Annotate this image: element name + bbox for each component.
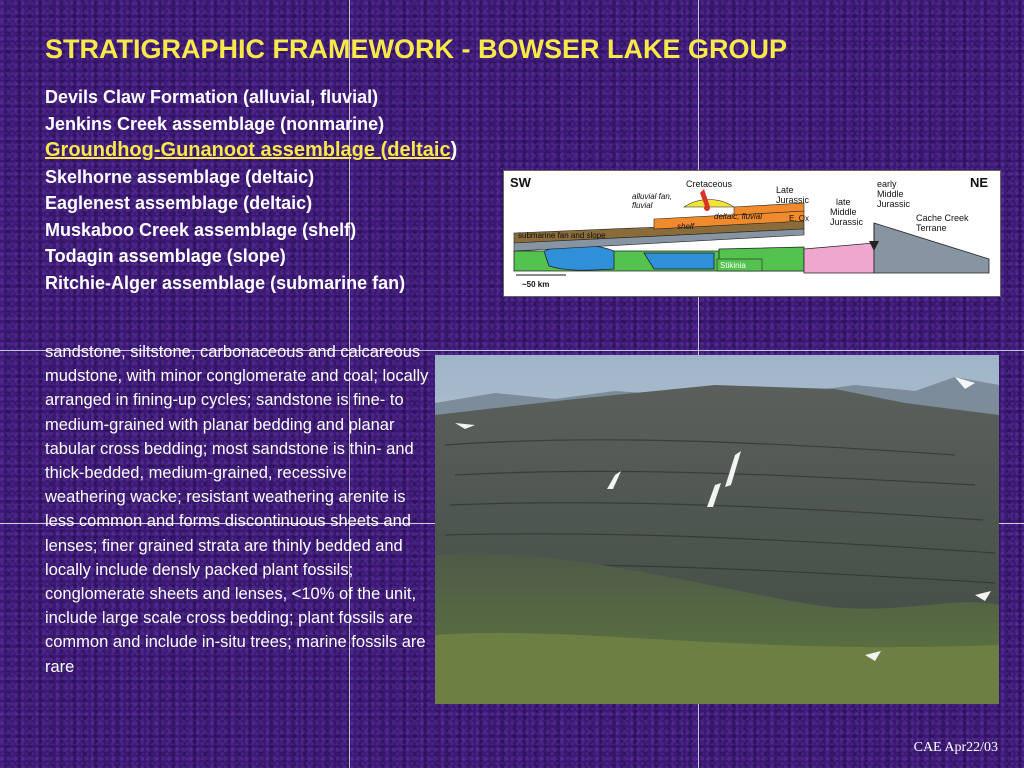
stikinia-label: Stikinia (720, 261, 746, 270)
cretaceous-label: Cretaceous (686, 179, 733, 189)
unit-link[interactable]: Groundhog-Gunanoot assemblage (deltaic (45, 139, 451, 161)
early-middle-label-3: Jurassic (877, 199, 911, 209)
late-jurassic-label-2: Jurassic (776, 195, 810, 205)
early-middle-label-1: early (877, 179, 897, 189)
unit-list (45, 84, 457, 296)
unit-link-tail: ) (450, 139, 458, 161)
ne-label: NE (970, 175, 989, 190)
unit-item: Muskaboo Creek assemblage (shelf) (45, 219, 357, 240)
late-middle-label-2: Middle (830, 207, 857, 217)
slide-title: STRATIGRAPHIC FRAMEWORK - BOWSER LAKE GROUP (45, 34, 787, 64)
late-middle-label-1: late (836, 197, 851, 207)
early-middle-label-2: Middle (877, 189, 904, 199)
alluvial-label-1: alluvial fan, (632, 192, 673, 201)
outcrop-photo (435, 355, 999, 704)
cache-creek-label-1: Cache Creek (916, 213, 969, 223)
unit-item: Skelhorne assemblage (deltaic) (45, 166, 315, 187)
unit-item: Todagin assemblage (slope) (45, 246, 286, 266)
late-jurassic-label-1: Late (776, 185, 794, 195)
cross-section-diagram (503, 170, 1001, 297)
shelf-label: shelf (677, 222, 694, 231)
late-middle-label-3: Jurassic (830, 217, 864, 227)
alluvial-label-2: fluvial (632, 201, 653, 210)
cache-creek-label-2: Terrane (916, 223, 947, 233)
e-ox-label: E. Ox (789, 214, 810, 223)
unit-description: sandstone, siltstone, carbonaceous and calcareous mudstone, with minor conglomerate and coal; locally arranged in fining-up cycles; sandstone is fine- to medium-grained with planar bedding and planar tabular cross bedding; most sandstone is thin- and thick-bedded, medium-grained, recessive weathering wacke; resistant weathering arenite is less common and forms discontinuous sheets and lenses; finer grained strata are thinly bedded and locally include densly packed plant fossils; conglomerate sheets and lenses, <10% of the unit, include large scale cross bedding; plant fossils are common and include in-situ trees; marine fossils are rare (45, 343, 429, 676)
unit-item: Devils Claw Formation (alluvial, fluvial) (45, 87, 379, 107)
scale-label: ~50 km (522, 280, 550, 289)
unit-item: Jenkins Creek assemblage (nonmarine) (45, 113, 385, 134)
unit-item: Eaglenest assemblage (deltaic) (45, 193, 313, 213)
deltaic-label: deltaic, fluvial (714, 212, 763, 221)
footer-date: CAE Apr22/03 (913, 740, 998, 755)
submarine-label: submarine fan and slope (518, 231, 606, 240)
unit-item-highlight[interactable] (45, 137, 457, 164)
sw-label: SW (510, 175, 531, 190)
unit-item: Ritchie-Alger assemblage (submarine fan) (45, 272, 406, 293)
